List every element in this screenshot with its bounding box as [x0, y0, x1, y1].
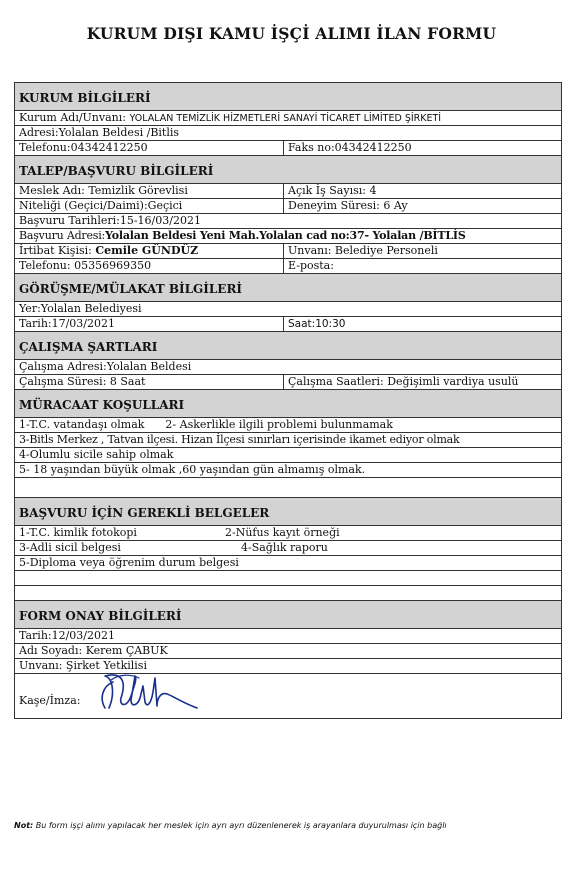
onay-adi-soyadi: Adı Soyadı: Kerem ÇABUK — [19, 644, 168, 657]
section-header-calisma: ÇALIŞMA ŞARTLARI — [15, 332, 561, 360]
job-posting-form — [14, 82, 562, 719]
kurum-name-row — [15, 111, 561, 126]
calisma-suresi: Çalışma Süresi: 8 Saat — [19, 375, 146, 388]
section-header-kurum: KURUM BİLGİLERİ — [15, 83, 561, 111]
muracaat-item: 4-Olumlu sicile sahip olmak — [15, 448, 561, 463]
gorusme-tarih: Tarih:17/03/2021 — [19, 317, 116, 330]
onay-tarih: Tarih:12/03/2021 — [19, 629, 116, 642]
muracaat-item: 3-Bitls Merkez , Tatvan ilçesi. Hizan İlçesi sınırları içerisinde ikamet ediyor olmak — [15, 433, 561, 448]
kurum-address: Adresi:Yolalan Beldesi /Bitlis — [19, 126, 180, 139]
talep-row-5 — [15, 244, 561, 259]
gorusme-saat: Saat:10:30 — [283, 317, 561, 331]
belge-item: 2-Nüfus kayıt örneği — [225, 526, 340, 539]
belge-item: 5-Diploma veya öğrenim durum belgesi — [19, 556, 239, 569]
gorusme-yer: Yer:Yolalan Belediyesi — [19, 302, 142, 315]
muracaat-item: 5- 18 yaşından büyük olmak ,60 yaşından gün almamış olmak. — [15, 463, 561, 478]
calisma-row-2 — [15, 375, 561, 390]
gorusme-row-1 — [15, 302, 561, 317]
footer-note — [14, 821, 447, 830]
empty-row — [15, 478, 561, 498]
irtibat-unvani: Unvanı: Belediye Personeli — [283, 244, 561, 258]
basvuru-adresi-label: Başvuru Adresi: — [19, 229, 106, 242]
niteligi: Niteliği (Geçici/Daimi):Geçici — [19, 199, 183, 212]
onay-row-2 — [15, 644, 561, 659]
kurum-address-row — [15, 126, 561, 141]
kurum-contact-row — [15, 141, 561, 156]
section-header-talep: TALEP/BAŞVURU BİLGİLERİ — [15, 156, 561, 184]
talep-row-3 — [15, 214, 561, 229]
empty-row — [15, 571, 561, 586]
basvuru-tarihleri: Başvuru Tarihleri:15-16/03/2021 — [19, 214, 201, 227]
belge-item: 3-Adli sicil belgesi — [19, 541, 121, 554]
belge-item: 1-T.C. kimlik fotokopi — [19, 526, 137, 539]
section-header-gorusme: GÖRÜŞME/MÜLAKAT BİLGİLERİ — [15, 274, 561, 302]
section-header-belgeler: BAŞVURU İÇİN GEREKLİ BELGELER — [15, 498, 561, 526]
onay-unvani: Unvanı: Şirket Yetkilisi — [19, 659, 147, 672]
empty-row — [15, 586, 561, 601]
onay-row-1 — [15, 629, 561, 644]
gorusme-row-2 — [15, 317, 561, 332]
calisma-saatleri: Çalışma Saatleri: Değişimli vardiya usulü — [283, 375, 561, 389]
talep-row-2 — [15, 199, 561, 214]
irtibat-kisisi: Cemile GÜNDÜZ — [95, 244, 199, 257]
belge-row-1 — [15, 526, 561, 541]
kase-imza-row — [15, 674, 561, 718]
kase-imza-label: Kaşe/İmza: — [19, 694, 81, 707]
kurum-phone: Telefonu:04342412250 — [19, 141, 148, 154]
talep-row-6 — [15, 259, 561, 274]
basvuru-adresi-value: Yolalan Beldesi Yeni Mah.Yolalan cad no:37- Yolalan /BİTLİS — [105, 229, 466, 242]
form-title: KURUM DIŞI KAMU İŞÇİ ALIMI İLAN FORMU — [86, 24, 497, 43]
irtibat-eposta: E-posta: — [283, 259, 561, 273]
note-label: Not: — [14, 821, 34, 830]
section-header-muracaat: MÜRACAAT KOŞULLARI — [15, 390, 561, 418]
section-header-onay: FORM ONAY BİLGİLERİ — [15, 601, 561, 629]
belge-row-2 — [15, 541, 561, 556]
irtibat-label: İrtibat Kişisi: — [19, 244, 96, 257]
kurum-fax: Faks no:04342412250 — [283, 141, 561, 155]
talep-row-1 — [15, 184, 561, 199]
kurum-name-value: YOLALAN TEMİZLİK HİZMETLERİ SANAYİ TİCARET LİMİTED ŞİRKETİ — [129, 113, 442, 124]
acik-is-sayisi: Açık İş Sayısı: 4 — [283, 184, 561, 198]
muracaat-item: 1-T.C. vatandaşı olmak 2- Askerlikle ilgili problemi bulunmamak — [15, 418, 561, 433]
meslek-adi: Meslek Adı: Temizlik Görevlisi — [19, 184, 188, 197]
calisma-adresi: Çalışma Adresi:Yolalan Beldesi — [19, 360, 192, 373]
note-text: Bu form işçi alımı yapılacak her meslek için ayrı ayrı düzenlenerek iş arayanlara duyurulması için bağlı — [33, 821, 447, 830]
kurum-name-label: Kurum Adı/Unvanı: — [19, 111, 130, 124]
signature-image — [91, 668, 201, 720]
calisma-row-1 — [15, 360, 561, 375]
talep-row-4 — [15, 229, 561, 244]
belge-row-3 — [15, 556, 561, 571]
irtibat-telefonu: Telefonu: 05356969350 — [19, 259, 152, 272]
belge-item: 4-Sağlık raporu — [241, 541, 328, 554]
deneyim-suresi: Deneyim Süresi: 6 Ay — [283, 199, 561, 213]
